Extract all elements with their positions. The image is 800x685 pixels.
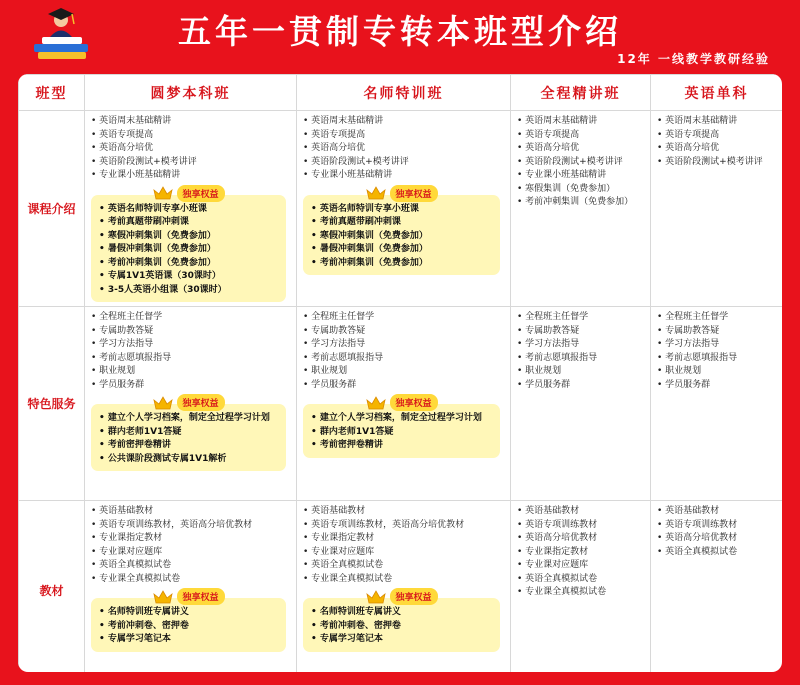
- exclusive-item: • 群内老师1V1答疑: [311, 426, 494, 440]
- exclusive-badge: [365, 588, 437, 605]
- list-item: • 英语阶段测试+模考讲评: [517, 156, 646, 170]
- list-item: • 专业课对应题库: [303, 546, 506, 560]
- feature-list: [91, 115, 292, 183]
- exclusive-list: [311, 203, 494, 271]
- list-item: • 专属助教答疑: [517, 325, 646, 339]
- list-item: • 专属助教答疑: [657, 325, 778, 339]
- exclusive-item: • 考前密押卷精讲: [311, 439, 494, 453]
- table-row: [19, 501, 783, 673]
- list-item: • 职业规划: [657, 365, 778, 379]
- list-item: • 专业课指定教材: [91, 532, 292, 546]
- table-cell: [651, 307, 783, 501]
- feature-list: [657, 115, 778, 169]
- feature-list: [91, 505, 292, 586]
- class-comparison-table: [18, 74, 782, 672]
- list-item: • 全程班主任督学: [517, 311, 646, 325]
- feature-list: [657, 311, 778, 392]
- list-item: • 英语全真模拟试卷: [657, 546, 778, 560]
- feature-list: [517, 311, 646, 392]
- list-item: • 考前志愿填报指导: [517, 352, 646, 366]
- list-item: • 英语专项提高: [303, 129, 506, 143]
- row-header: 特色服务: [19, 307, 85, 501]
- list-item: • 英语周末基础精讲: [303, 115, 506, 129]
- list-item: • 英语高分培优教材: [657, 532, 778, 546]
- list-item: • 职业规划: [517, 365, 646, 379]
- list-item: • 英语高分培优: [517, 142, 646, 156]
- crown-icon: [365, 396, 385, 410]
- exclusive-badge: [152, 185, 224, 202]
- exclusive-badge: [152, 588, 224, 605]
- list-item: • 考前志愿填报指导: [303, 352, 506, 366]
- list-item: • 专业课指定教材: [517, 546, 646, 560]
- list-item: • 英语周末基础精讲: [517, 115, 646, 129]
- exclusive-item: • 专属学习笔记本: [99, 633, 280, 647]
- column-header: 圆梦本科班: [85, 75, 297, 111]
- exclusive-benefits-box: [91, 189, 286, 303]
- exclusive-item: • 建立个人学习档案，制定全过程学习计划: [311, 412, 494, 426]
- list-item: • 英语阶段测试+模考讲评: [303, 156, 506, 170]
- exclusive-item: • 英语名师特训专享小班课: [99, 203, 280, 217]
- page-subtitle: 12年 一线教学教研经验: [617, 52, 770, 66]
- list-item: • 全程班主任督学: [303, 311, 506, 325]
- crown-icon: [152, 186, 172, 200]
- table-header-row: [19, 75, 783, 111]
- list-item: • 英语基础教材: [303, 505, 506, 519]
- crown-icon: [152, 396, 172, 410]
- page-title: 五年一贯制专转本班型介绍: [178, 12, 622, 51]
- list-item: • 英语专项训练教材: [657, 519, 778, 533]
- exclusive-badge-label: 独享权益: [389, 185, 437, 202]
- list-item: • 考前冲刺集训（免费参加）: [517, 196, 646, 210]
- feature-list: [657, 505, 778, 559]
- list-item: • 专业课全真模拟试卷: [91, 573, 292, 587]
- exclusive-list: [311, 606, 494, 647]
- exclusive-list: [311, 412, 494, 453]
- exclusive-benefits-box: [91, 399, 286, 471]
- table-cell: [651, 111, 783, 307]
- list-item: • 学习方法指导: [91, 338, 292, 352]
- list-item: • 英语高分培优教材: [517, 532, 646, 546]
- exclusive-item: • 考前冲刺集训（免费参加）: [99, 257, 280, 271]
- exclusive-list: [99, 606, 280, 647]
- list-item: • 英语全真模拟试卷: [91, 559, 292, 573]
- exclusive-item: • 专属1V1英语课（30课时）: [99, 270, 280, 284]
- list-item: • 英语基础教材: [517, 505, 646, 519]
- table-cell: [297, 501, 511, 673]
- list-item: • 专业课指定教材: [303, 532, 506, 546]
- column-header: 英语单科: [651, 75, 783, 111]
- list-item: • 专属助教答疑: [303, 325, 506, 339]
- list-item: • 全程班主任督学: [91, 311, 292, 325]
- table-cell: [297, 307, 511, 501]
- exclusive-badge-label: 独享权益: [389, 588, 437, 605]
- exclusive-item: • 公共课阶段测试专属1V1解析: [99, 453, 280, 467]
- exclusive-item: • 寒假冲刺集训（免费参加）: [311, 230, 494, 244]
- exclusive-benefits-box: [303, 593, 500, 652]
- list-item: • 英语阶段测试+模考讲评: [657, 156, 778, 170]
- table-cell: [511, 307, 651, 501]
- list-item: • 职业规划: [303, 365, 506, 379]
- list-item: • 英语高分培优: [91, 142, 292, 156]
- table-row: [19, 307, 783, 501]
- exclusive-benefits-box: [303, 189, 500, 276]
- column-header: 名师特训班: [297, 75, 511, 111]
- exclusive-badge-label: 独享权益: [176, 394, 224, 411]
- exclusive-item: • 考前冲刺集训（免费参加）: [311, 257, 494, 271]
- feature-list: [517, 115, 646, 210]
- class-comparison-card: [18, 74, 782, 672]
- table-cell: [85, 307, 297, 501]
- list-item: • 英语专项提高: [91, 129, 292, 143]
- list-item: • 英语专项训练教材: [517, 519, 646, 533]
- list-item: • 学员服务群: [657, 379, 778, 393]
- table-cell: [511, 111, 651, 307]
- list-item: • 专业课小班基础精讲: [303, 169, 506, 183]
- row-header: 课程介绍: [19, 111, 85, 307]
- table-row: [19, 111, 783, 307]
- exclusive-item: • 英语名师特训专享小班课: [311, 203, 494, 217]
- column-header: 全程精讲班: [511, 75, 651, 111]
- table-cell: [651, 501, 783, 673]
- exclusive-benefits-box: [303, 399, 500, 458]
- list-item: • 专业课对应题库: [517, 559, 646, 573]
- list-item: • 考前志愿填报指导: [91, 352, 292, 366]
- list-item: • 英语全真模拟试卷: [517, 573, 646, 587]
- exclusive-item: • 暑假冲刺集训（免费参加）: [311, 243, 494, 257]
- list-item: • 英语专项提高: [517, 129, 646, 143]
- feature-list: [303, 505, 506, 586]
- list-item: • 学员服务群: [517, 379, 646, 393]
- exclusive-badge: [152, 394, 224, 411]
- feature-list: [517, 505, 646, 600]
- list-item: • 专业课全真模拟试卷: [303, 573, 506, 587]
- list-item: • 英语专项训练教材，英语高分培优教材: [91, 519, 292, 533]
- corner-header: 班型: [19, 75, 85, 111]
- feature-list: [303, 115, 506, 183]
- exclusive-item: • 名师特训班专属讲义: [99, 606, 280, 620]
- exclusive-badge: [365, 185, 437, 202]
- exclusive-badge-label: 独享权益: [176, 588, 224, 605]
- list-item: • 英语基础教材: [657, 505, 778, 519]
- exclusive-item: • 考前冲刺卷、密押卷: [311, 620, 494, 634]
- list-item: • 考前志愿填报指导: [657, 352, 778, 366]
- row-header: 教材: [19, 501, 85, 673]
- exclusive-item: • 群内老师1V1答疑: [99, 426, 280, 440]
- list-item: • 学员服务群: [91, 379, 292, 393]
- list-item: • 英语全真模拟试卷: [303, 559, 506, 573]
- list-item: • 专业课全真模拟试卷: [517, 586, 646, 600]
- list-item: • 职业规划: [91, 365, 292, 379]
- list-item: • 英语高分培优: [303, 142, 506, 156]
- list-item: • 专业课小班基础精讲: [91, 169, 292, 183]
- crown-icon: [152, 590, 172, 604]
- table-cell: [85, 111, 297, 307]
- list-item: • 英语专项训练教材，英语高分培优教材: [303, 519, 506, 533]
- crown-icon: [365, 186, 385, 200]
- exclusive-list: [99, 412, 280, 466]
- list-item: • 学员服务群: [303, 379, 506, 393]
- list-item: • 学习方法指导: [517, 338, 646, 352]
- exclusive-item: • 考前密押卷精讲: [99, 439, 280, 453]
- list-item: • 英语专项提高: [657, 129, 778, 143]
- list-item: • 学习方法指导: [657, 338, 778, 352]
- exclusive-item: • 考前真题带刷冲刺课: [311, 216, 494, 230]
- list-item: • 英语高分培优: [657, 142, 778, 156]
- header: [0, 0, 800, 72]
- table-cell: [297, 111, 511, 307]
- crown-icon: [365, 590, 385, 604]
- exclusive-badge: [365, 394, 437, 411]
- exclusive-badge-label: 独享权益: [389, 394, 437, 411]
- list-item: • 寒假集训（免费参加）: [517, 183, 646, 197]
- exclusive-item: • 建立个人学习档案，制定全过程学习计划: [99, 412, 280, 426]
- exclusive-badge-label: 独享权益: [176, 185, 224, 202]
- list-item: • 专业课对应题库: [91, 546, 292, 560]
- exclusive-benefits-box: [91, 593, 286, 652]
- exclusive-item: • 考前冲刺卷、密押卷: [99, 620, 280, 634]
- table-cell: [511, 501, 651, 673]
- list-item: • 专业课小班基础精讲: [517, 169, 646, 183]
- exclusive-item: • 3-5人英语小组课（30课时）: [99, 284, 280, 298]
- list-item: • 英语基础教材: [91, 505, 292, 519]
- list-item: • 学习方法指导: [303, 338, 506, 352]
- exclusive-item: • 专属学习笔记本: [311, 633, 494, 647]
- feature-list: [303, 311, 506, 392]
- list-item: • 专属助教答疑: [91, 325, 292, 339]
- exclusive-item: • 寒假冲刺集训（免费参加）: [99, 230, 280, 244]
- exclusive-item: • 考前真题带刷冲刺课: [99, 216, 280, 230]
- exclusive-item: • 名师特训班专属讲义: [311, 606, 494, 620]
- list-item: • 英语周末基础精讲: [91, 115, 292, 129]
- list-item: • 英语周末基础精讲: [657, 115, 778, 129]
- table-cell: [85, 501, 297, 673]
- exclusive-list: [99, 203, 280, 298]
- exclusive-item: • 暑假冲刺集训（免费参加）: [99, 243, 280, 257]
- list-item: • 英语阶段测试+模考讲评: [91, 156, 292, 170]
- feature-list: [91, 311, 292, 392]
- list-item: • 全程班主任督学: [657, 311, 778, 325]
